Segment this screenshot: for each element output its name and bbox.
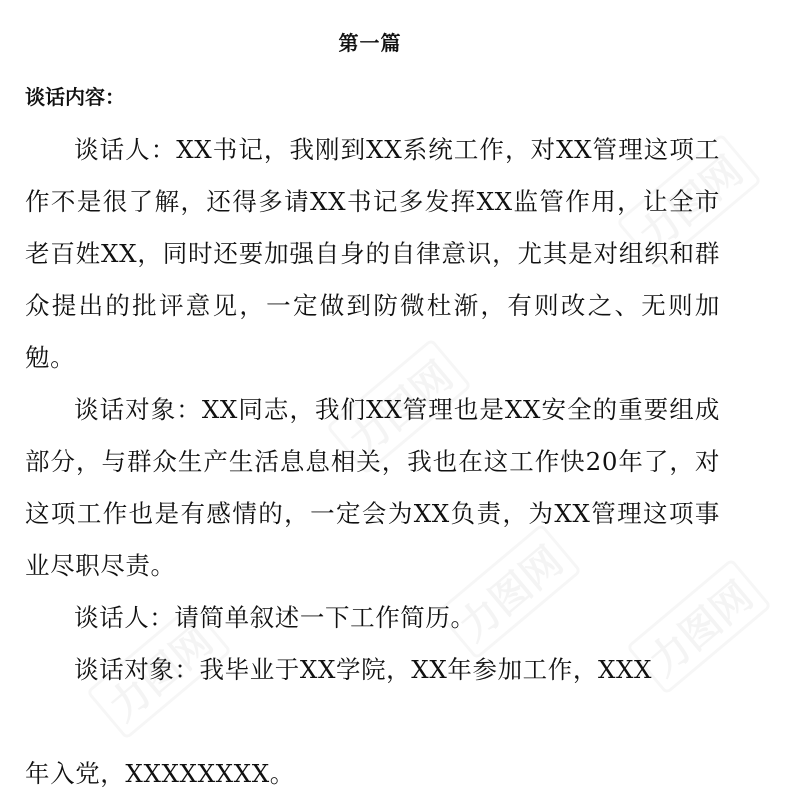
paragraph-continuation: 年入党，XXXXXXXX。 <box>25 759 295 788</box>
paragraph: 谈话人：请简单叙述一下工作简历。 <box>74 603 476 632</box>
document-body <box>25 124 720 800</box>
paragraph: 谈话对象：XX同志，我们XX管理也是XX安全的重要组成部分，与群众生产生活息息相关，我也在这工作快20年了，对这项工作也是有感情的，一定会为XX负责，为XX管理这项事业尽职尽责。 <box>25 395 720 580</box>
section-heading: 谈话内容： <box>25 85 125 109</box>
paragraph: 谈话对象：我毕业于XX学院，XX年参加工作，XXX <box>74 655 653 684</box>
document-title: 第一篇 <box>338 31 402 55</box>
paragraph: 谈话人：XX书记，我刚到XX系统工作，对XX管理这项工作不是很了解，还得多请XX书记多发挥XX监管作用，让全市老百姓XX，同时还要加强自身的自律意识，尤其是对组织和群众提出的批评意见，一定做到防微杜渐，有则改之、无则加勉。 <box>25 135 720 372</box>
